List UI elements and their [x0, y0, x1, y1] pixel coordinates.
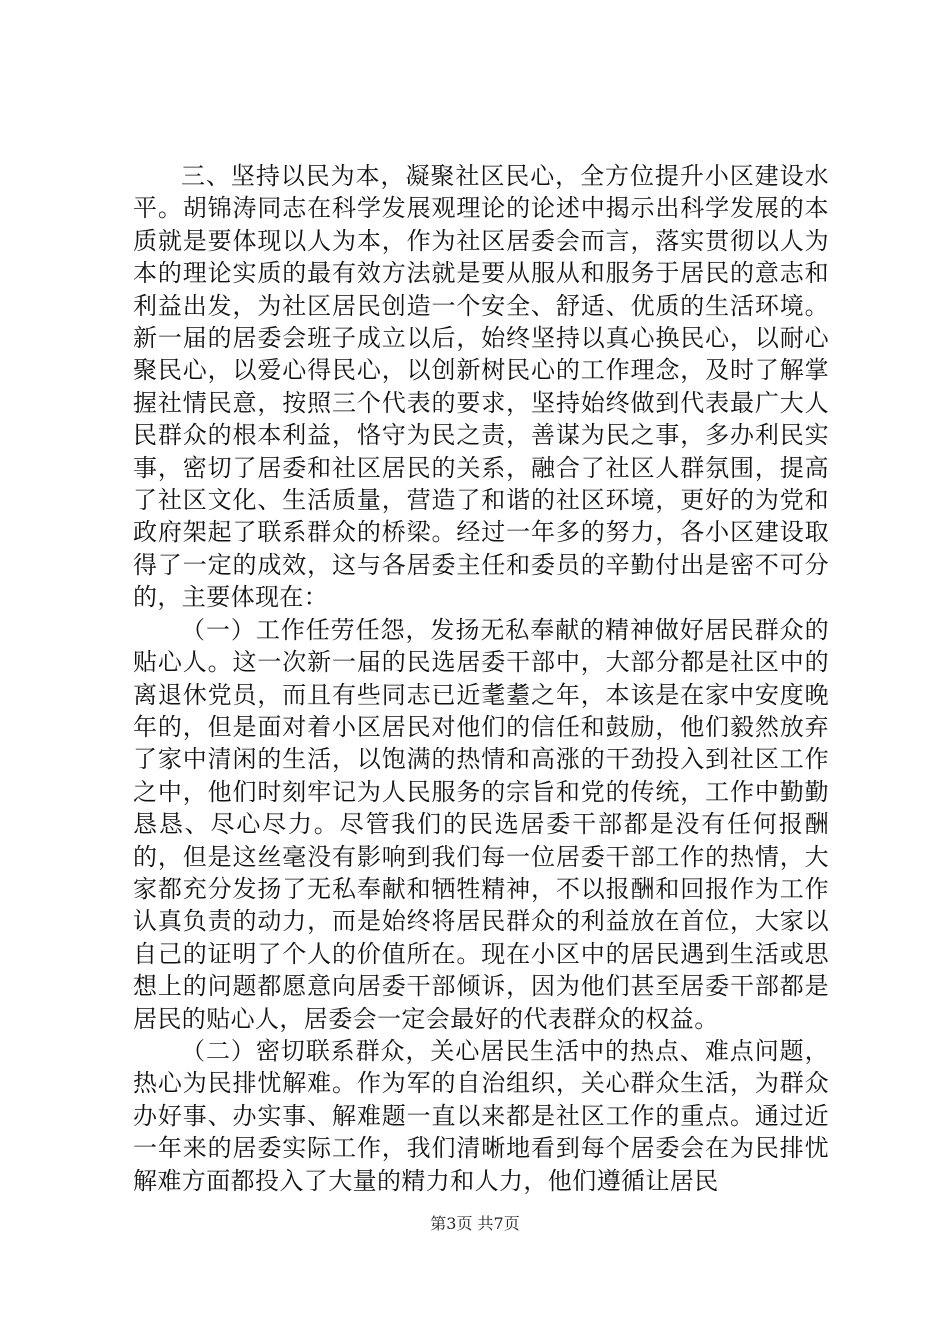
document-body [133, 160, 829, 1197]
page-number-footer: 第3页 共7页 [430, 1214, 520, 1233]
paragraph-item-one: （一）工作任劳任怨，发扬无私奉献的精神做好居民群众的贴心人。这一次新一届的民选居委干部中，大部分都是社区中的离退休党员，而且有些同志已近耄耋之年，本该是在家中安度晚年的，但是面对着小区居民对他们的信任和鼓励，他们毅然放弃了家中清闲的生活，以饱满的热情和高涨的干劲投入到社区工作之中，他们时刻牢记为人民服务的宗旨和党的传统，工作中勤勤恳恳、尽心尽力。尽管我们的民选居委干部都是没有任何报酬的，但是这丝毫没有影响到我们每一位居委干部工作的热情，大家都充分发扬了无私奉献和牺牲精神，不以报酬和回报作为工作认真负责的动力，而是始终将居民群众的利益放在首位，大家以自己的证明了个人的价值所在。现在小区中的居民遇到生活或思想上的问题都愿意向居委干部倾诉，因为他们甚至居委干部都是居民的贴心人，居委会一定会最好的代表群众的权益。 [133, 615, 829, 1033]
paragraph-item-two: （二）密切联系群众，关心居民生活中的热点、难点问题，热心为民排忧解难。作为军的自治组织，关心群众生活，为群众办好事、办实事、解难题一直以来都是社区工作的重点。通过近一年来的居委实际工作，我们清晰地看到每个居委会在为民排忧解难方面都投入了大量的精力和人力，他们遵循让居民 [133, 1036, 829, 1195]
paragraph-section-three: 三、坚持以民为本，凝聚社区民心，全方位提升小区建设水平。胡锦涛同志在科学发展观理论的论述中揭示出科学发展的本质就是要体现以人为本，作为社区居委会而言，落实贯彻以人为本的理论实质的最有效方法就是要从服从和服务于居民的意志和利益出发，为社区居民创造一个安全、舒适、优质的生活环境。新一届的居委会班子成立以后，始终坚持以真心换民心，以耐心聚民心，以爱心得民心，以创新树民心的工作理念，及时了解掌握社情民意，按照三个代表的要求，坚持始终做到代表最广大人民群众的根本利益，恪守为民之责，善谋为民之事，多办利民实事，密切了居委和社区居民的关系，融合了社区人群氛围，提高了社区文化、生活质量，营造了和谐的社区环境，更好的为党和政府架起了联系群众的桥梁。经过一年多的努力，各小区建设取得了一定的成效，这与各居委主任和委员的辛勤付出是密不可分的，主要体现在： [133, 162, 829, 612]
